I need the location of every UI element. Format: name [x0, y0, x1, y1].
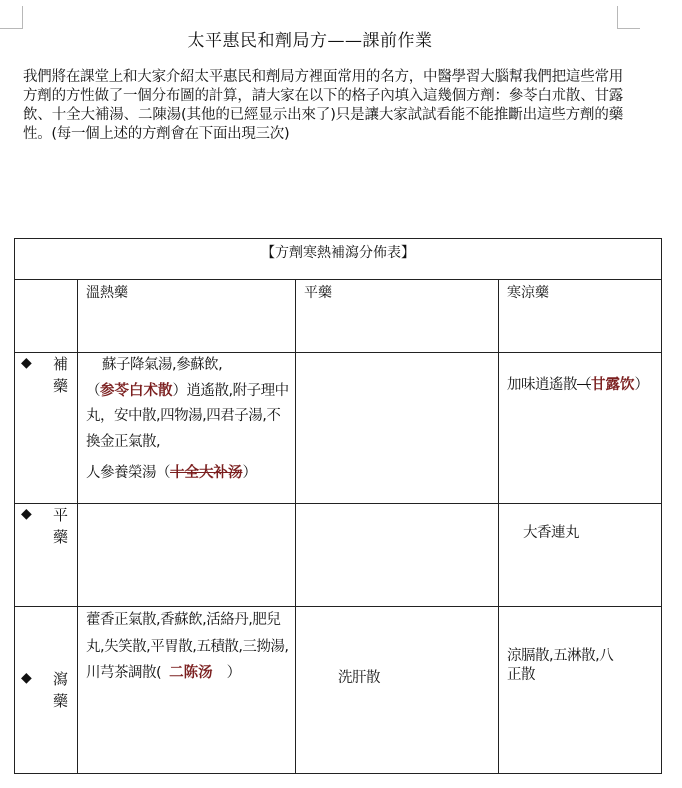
cell-bu-cold[interactable] — [499, 353, 662, 504]
answer-shiquan-dabu-tang: 十全大补汤 — [170, 465, 243, 481]
cell-xie-neutral[interactable] — [296, 607, 499, 774]
row-label-ping — [15, 504, 78, 607]
cell-bu-warm[interactable] — [78, 353, 296, 504]
xie-warm-lead: 藿香正氣散,香蘇飲,活絡丹,肥兒丸,失笑散,平胃散,五積散,三拗湯,川芎茶調散( — [86, 612, 289, 681]
ping-cold-text: 大香連丸 — [523, 525, 579, 541]
bu-cold-paren-close: ） — [634, 377, 649, 393]
bu-cold-lead: 加味逍遙散 — [507, 377, 577, 393]
xie-neutral-text: 洗肝散 — [338, 670, 380, 686]
cell-xie-warm[interactable] — [78, 607, 296, 774]
cell-ping-warm[interactable] — [78, 504, 296, 607]
diamond-bullet-icon: ◆ — [21, 506, 32, 522]
bu-warm-paren-open: （ — [86, 382, 100, 399]
bu-cold-paren-open: （ — [577, 377, 591, 393]
diamond-bullet-icon: ◆ — [21, 670, 32, 686]
intro-paragraph: 我們將在課堂上和大家介紹太平惠民和劑局方裡面常用的名方，中醫學習大腦幫我們把這些常用方劑的方性做了一個分布圖的計算，請大家在以下的格子內填入這幾個方劑：參苓白朮散、甘露飲、十全大補湯、二陳湯(其他的已經显示出來了)只是讓大家試試看能不能推斷出這些方劑的藥性。(每一個上述的方劑會在下面出現三次) — [23, 69, 623, 142]
cell-ping-cold[interactable] — [499, 504, 662, 607]
row-label-xie — [15, 607, 78, 774]
cell-bu-neutral[interactable] — [296, 353, 499, 504]
xie-cold-text: 涼膈散,五淋散,八正散 — [507, 648, 614, 683]
table-caption-cell — [15, 239, 662, 280]
header-neutral-cell — [296, 280, 499, 353]
xie-warm-paren-close: ） — [226, 665, 241, 681]
page-title: 太平惠民和劑局方——課前作業 — [187, 31, 433, 51]
row-label-text: 平藥 — [53, 506, 69, 546]
cell-ping-neutral[interactable] — [296, 504, 499, 607]
bu-warm-line2: ）逍遙散,附子理中丸，安中散,四物湯,四君子湯,不換金正氣散, — [86, 382, 289, 450]
bu-warm-line1: 蘇子降氣湯,參蘇飲, — [102, 357, 223, 373]
row-label-text: 補藥 — [53, 355, 69, 395]
formula-distribution-table — [14, 238, 662, 774]
header-warm: 溫熱藥 — [86, 285, 128, 301]
header-neutral: 平藥 — [304, 285, 332, 301]
cell-xie-cold[interactable] — [499, 607, 662, 774]
crop-mark-top-right — [617, 6, 640, 29]
bu-warm-paren-close: ） — [242, 465, 257, 481]
diamond-bullet-icon: ◆ — [21, 355, 32, 371]
answer-shenling-baizhu-san: 参苓白术散 — [100, 382, 173, 399]
header-cold-cell — [499, 280, 662, 353]
header-cold: 寒涼藥 — [507, 285, 549, 301]
answer-erchen-tang: 二陈汤 — [169, 665, 213, 681]
header-warm-cell — [78, 280, 296, 353]
row-label-bu — [15, 353, 78, 504]
row-label-text: 瀉藥 — [53, 670, 69, 710]
bu-warm-line3: 人參養榮湯（ — [86, 465, 170, 481]
table-caption: 【方劑寒熱補瀉分佈表】 — [261, 245, 415, 261]
answer-ganlu-yin: 甘露饮 — [591, 377, 635, 393]
corner-cell — [15, 280, 78, 353]
